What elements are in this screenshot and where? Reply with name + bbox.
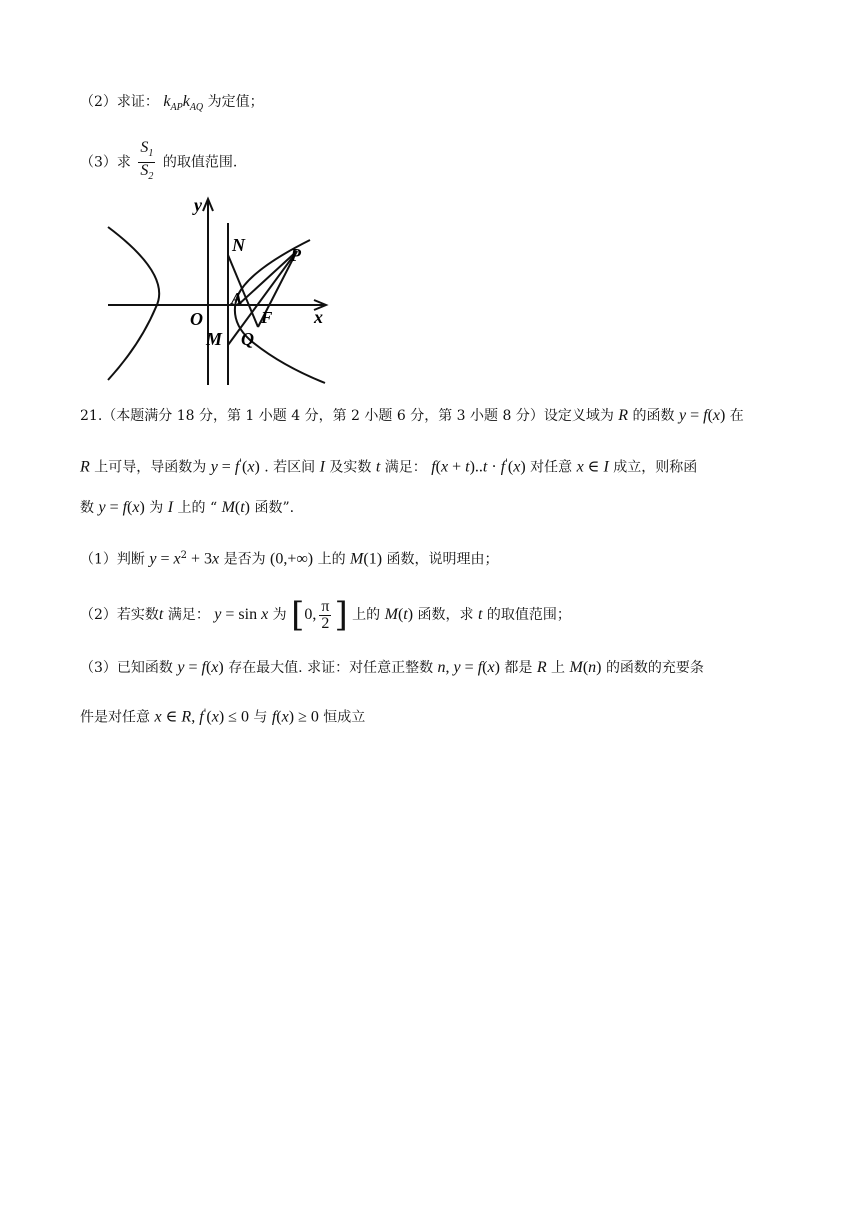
- label-o: O: [190, 309, 203, 329]
- q21-part2: （2）若实数t 满足： y = sin x 为 [0, $\frac{\pi}{2}$ ] 上的 M(t) 函数，求 t 的取值范围；: [80, 595, 571, 635]
- q21-line1: 21.（本题满分 18 分，第 1 小题 4 分，第 2 小题 6 分，第 3 小题 8 分）设定义域为 R 的函数 y = f(x) 在: [80, 407, 744, 424]
- q20-part2: （2）求证： $k_{AP}k_{AQ}$ 为定值；: [80, 93, 264, 114]
- label-n: N: [232, 235, 245, 255]
- q21-line3: 数 y = f(x) 为 I 上的 “ M(t) 函数”.: [80, 499, 295, 516]
- math-kap-kaq: $k_{AP}k_{AQ}$: [163, 93, 204, 114]
- hyperbola-left-branch: [108, 227, 159, 380]
- label-q: Q: [241, 329, 254, 349]
- q21-part1: （1）判断 $y = x^2 + 3x$ 是否为 (0,+∞) 上的 M(1) 函数，说明理由；: [80, 550, 499, 568]
- label-f: F: [261, 308, 273, 327]
- q21-line2: R 上可导，导函数为 y = f'(x) . 若区间 I 及实数 t 满足： f(x + t)..t · f'(x) 对任意 x ∈ I 成立，则称函: [80, 458, 698, 476]
- hyperbola-figure: [100, 195, 340, 390]
- label-p: P: [290, 245, 301, 265]
- line-a-p: [238, 251, 297, 305]
- q20-part3: （3）求 $\frac{S_1}{S_2}$ 的取值范围.: [80, 140, 237, 185]
- label-m: M: [206, 329, 223, 349]
- label-x: x: [314, 307, 323, 327]
- label-a: A: [231, 289, 243, 308]
- q21-part3: （3）已知函数 y = f(x) 存在最大值. 求证：对任意正整数 n, y = f(x) 都是 R 上 M(n) 的函数的充要条: [80, 659, 704, 676]
- hyperbola-right-branch: [235, 240, 325, 383]
- fraction-s1-s2: $\frac{S_1}{S_2}$: [140, 139, 154, 183]
- q21-part3-cont: 件是对任意 x ∈ R, f'(x) ≤ 0 与 f(x) ≥ 0 恒成立: [80, 708, 366, 726]
- label-y: y: [194, 195, 202, 215]
